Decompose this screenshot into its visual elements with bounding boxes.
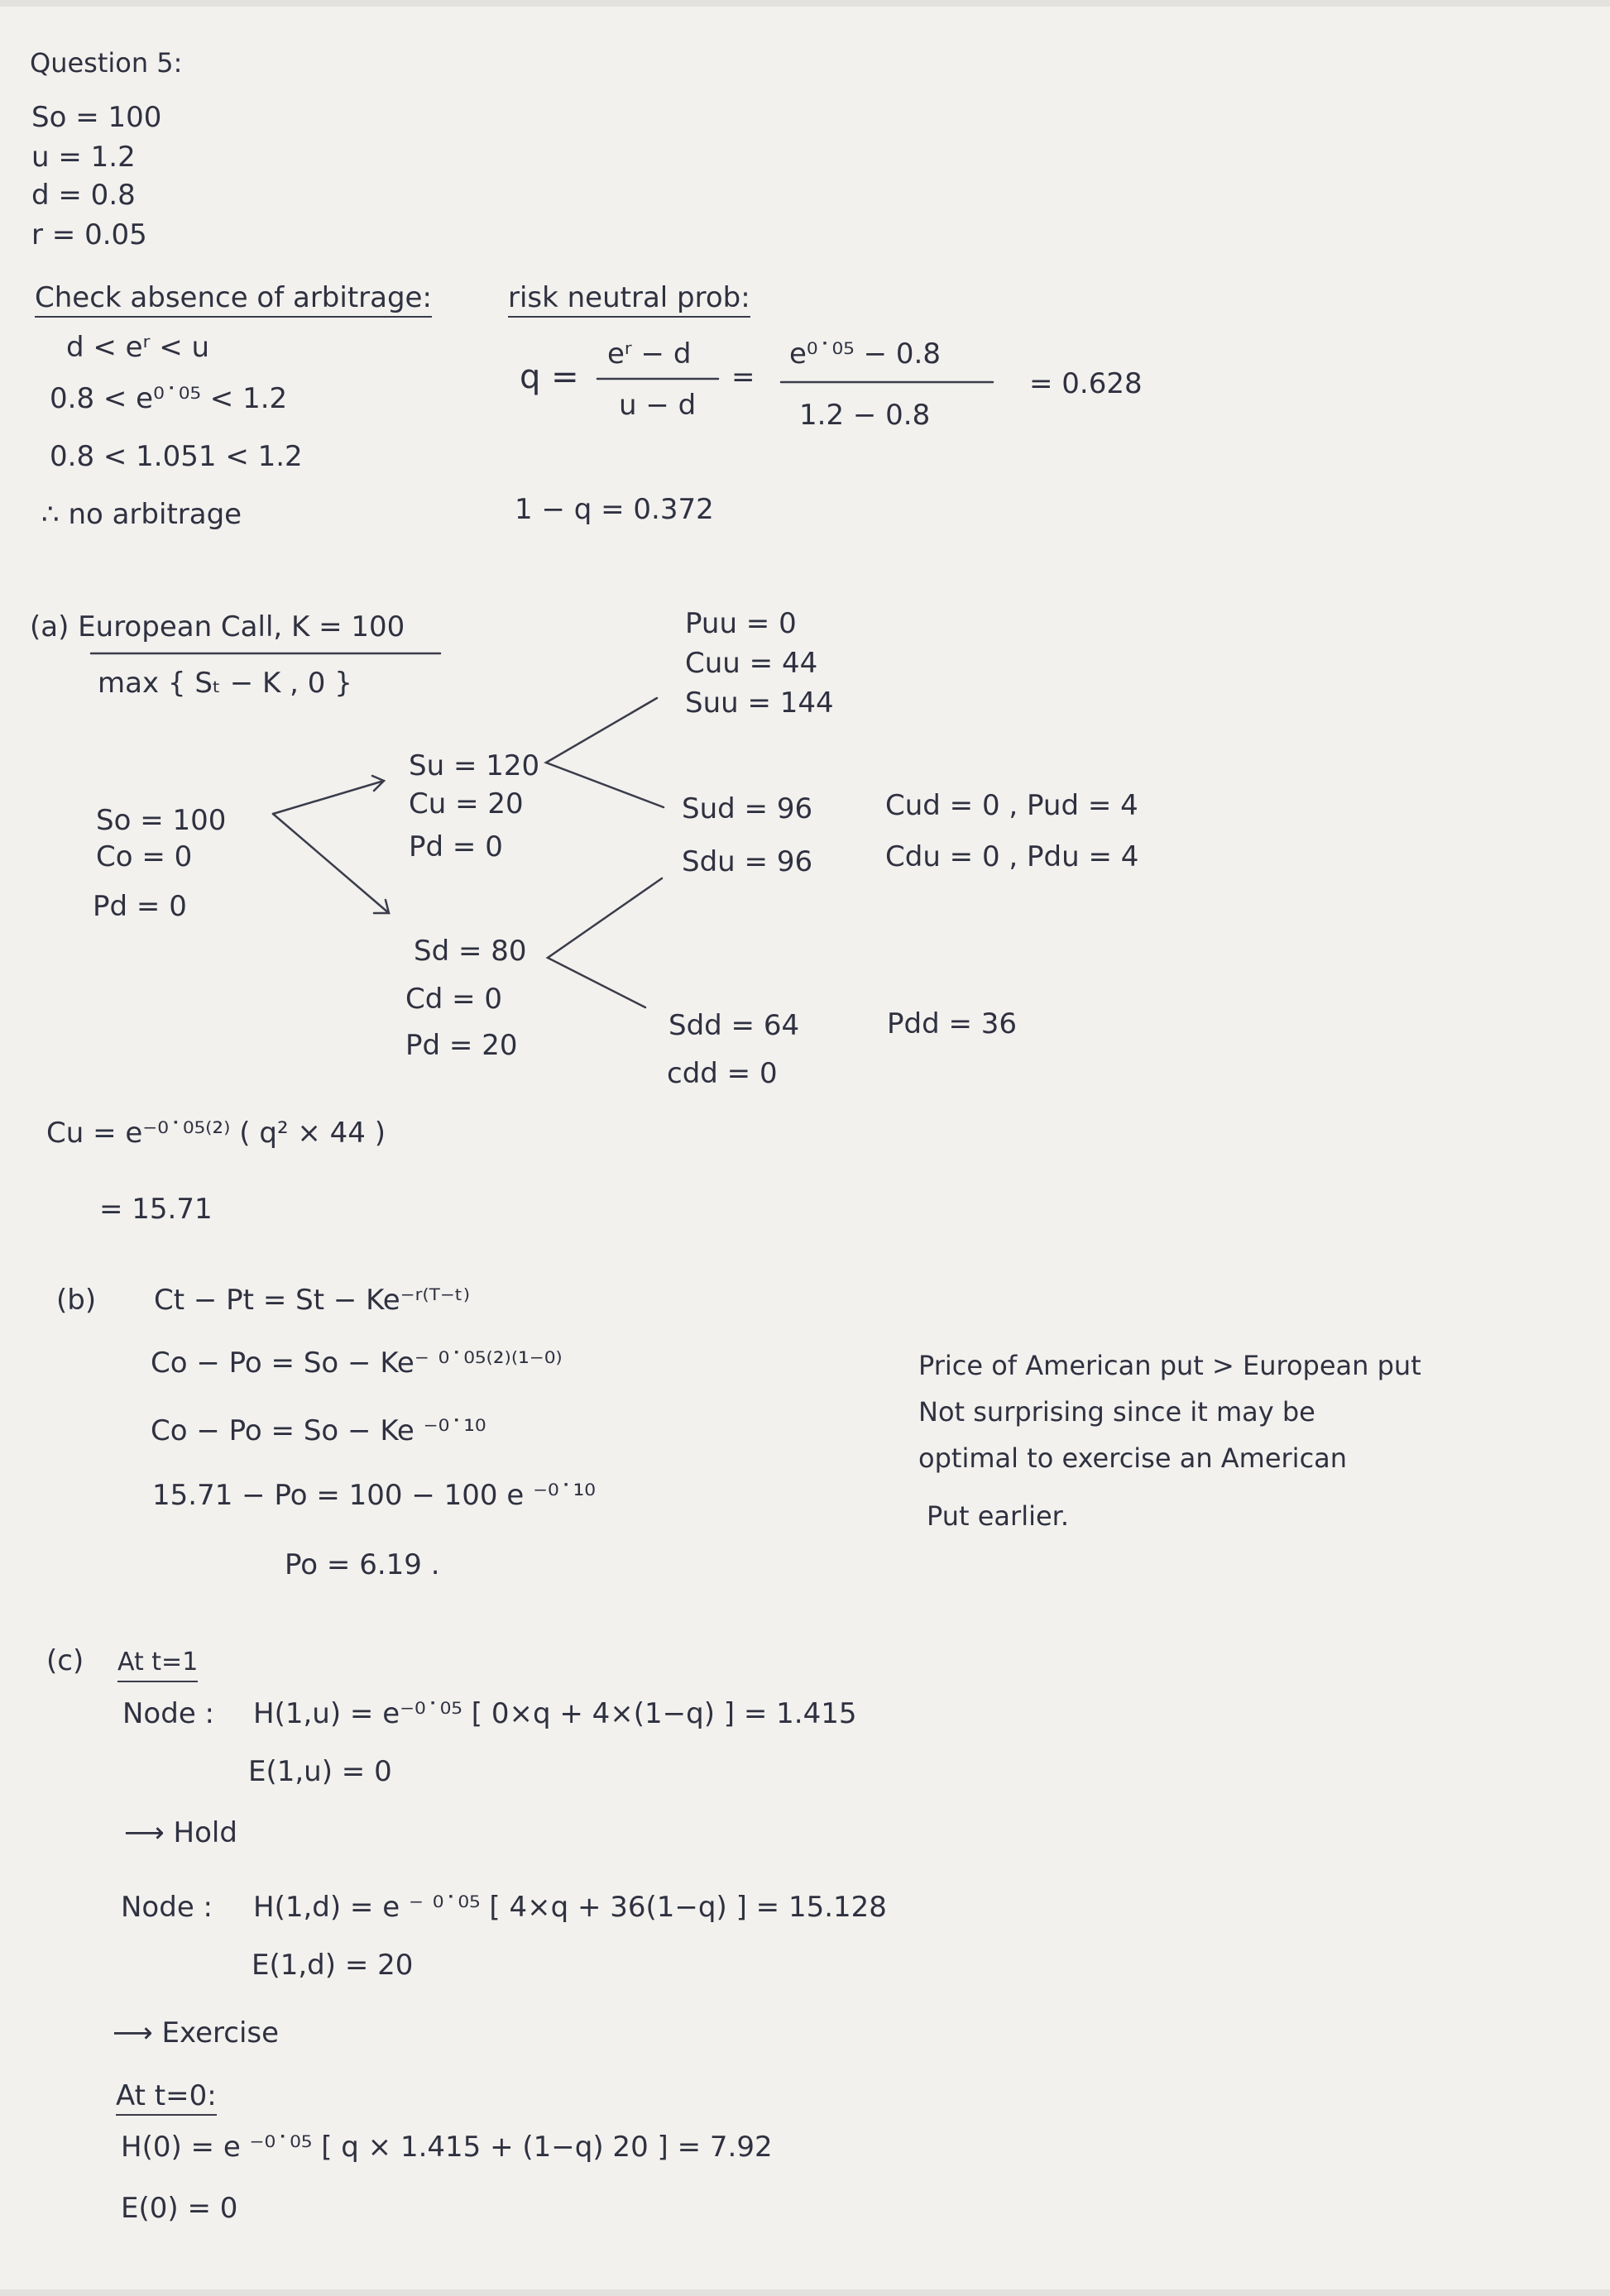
q-result: = 0.628	[1029, 367, 1143, 400]
given-r: r = 0.05	[31, 218, 147, 251]
parity-simplified: Co − Po = So − Ke ⁻⁰˙¹⁰	[151, 1414, 486, 1447]
du-stock: Sdu = 96	[682, 845, 813, 878]
arbitrage-heading: Check absence of arbitrage:	[35, 281, 432, 318]
root-exercise-value: E(0) = 0	[121, 2192, 238, 2225]
page-bottom-edge	[0, 2289, 1610, 2296]
node-1-label: Node :	[122, 1697, 214, 1730]
part-a-heading: (a) European Call, K = 100	[30, 610, 405, 643]
fraction-1-denominator: u − d	[619, 389, 697, 422]
t1-heading: At t=1	[117, 1646, 198, 1682]
put-value: Po = 6.19 .	[285, 1548, 440, 1581]
part-c-label: (c)	[46, 1644, 84, 1677]
parity-values: 15.71 − Po = 100 − 100 e ⁻⁰˙¹⁰	[152, 1479, 596, 1512]
root-call: Co = 0	[96, 840, 193, 873]
tree-branch-down-node	[548, 878, 662, 1007]
node-1-exercise-value: E(1,u) = 0	[248, 1755, 392, 1788]
given-d: d = 0.8	[31, 179, 136, 212]
down-call: Cd = 0	[405, 983, 503, 1016]
node-2-exercise-value: E(1,d) = 20	[252, 1949, 414, 1982]
root-stock: So = 100	[96, 804, 227, 837]
question-title: Question 5:	[30, 47, 183, 79]
fraction-2-denominator: 1.2 − 0.8	[799, 399, 931, 432]
node-2-label: Node :	[121, 1891, 213, 1924]
uu-call: Cuu = 44	[685, 647, 818, 680]
down-put: Pd = 20	[405, 1029, 518, 1062]
fraction-1-numerator: eʳ − d	[607, 337, 692, 371]
node-1-action: ⟶ Hold	[124, 1816, 237, 1849]
tree-arrow-up	[273, 781, 384, 814]
parity-substituted: Co − Po = So − Ke⁻ ⁰˙⁰⁵⁽²⁾⁽¹⁻⁰⁾	[151, 1347, 563, 1380]
up-stock: Su = 120	[409, 749, 540, 782]
arbitrage-line-1: d < eʳ < u	[66, 331, 210, 364]
uu-stock: Suu = 144	[685, 686, 834, 720]
root-put: Pd = 0	[93, 890, 187, 923]
note-line-3: optimal to exercise an American	[918, 1442, 1348, 1474]
ud-values: Cud = 0 , Pud = 4	[885, 789, 1138, 822]
node-2-action: ⟶ Exercise	[113, 2016, 280, 2050]
node-1-hold-value: H(1,u) = e⁻⁰˙⁰⁵ [ 0×q + 4×(1−q) ] = 1.415	[253, 1697, 857, 1730]
equals-sign: =	[731, 361, 755, 394]
arbitrage-line-3: 0.8 < 1.051 < 1.2	[50, 440, 303, 473]
one-minus-q: 1 − q = 0.372	[515, 493, 714, 526]
down-stock: Sd = 80	[414, 935, 527, 968]
du-values: Cdu = 0 , Pdu = 4	[885, 840, 1139, 873]
call-formula: Cu = e⁻⁰˙⁰⁵⁽²⁾ ( q² × 44 )	[46, 1117, 386, 1150]
uu-put: Puu = 0	[685, 607, 797, 640]
up-call: Cu = 20	[409, 787, 524, 820]
note-line-4: Put earlier.	[927, 1500, 1070, 1532]
part-b-label: (b)	[56, 1284, 97, 1317]
arbitrage-line-2: 0.8 < e⁰˙⁰⁵ < 1.2	[50, 382, 288, 415]
parity-general: Ct − Pt = St − Ke⁻ʳ⁽ᵀ⁻ᵗ⁾	[154, 1284, 471, 1317]
q-label: q =	[520, 358, 579, 396]
risk-neutral-heading: risk neutral prob:	[508, 281, 750, 318]
note-line-1: Price of American put > European put	[918, 1350, 1421, 1381]
note-line-2: Not surprising since it may be	[918, 1396, 1315, 1428]
dd-stock: Sdd = 64	[668, 1009, 800, 1042]
payoff-formula: max { Sₜ − K , 0 }	[98, 667, 352, 700]
given-s0: So = 100	[31, 101, 162, 134]
arbitrage-conclusion: ∴ no arbitrage	[41, 498, 242, 531]
dd-call: cdd = 0	[667, 1057, 778, 1090]
tree-branch-up-node	[546, 698, 664, 807]
dd-put: Pdd = 36	[887, 1007, 1018, 1040]
node-2-hold-value: H(1,d) = e ⁻ ⁰˙⁰⁵ [ 4×q + 36(1−q) ] = 15.128	[253, 1891, 887, 1924]
t0-heading: At t=0:	[116, 2079, 217, 2116]
root-hold-value: H(0) = e ⁻⁰˙⁰⁵ [ q × 1.415 + (1−q) 20 ] = 7.92	[121, 2131, 773, 2164]
given-u: u = 1.2	[31, 141, 136, 174]
call-value: = 15.71	[99, 1193, 213, 1226]
tree-arrow-down	[273, 814, 389, 913]
ud-stock: Sud = 96	[682, 792, 813, 825]
up-put: Pd = 0	[409, 830, 503, 863]
fraction-2-numerator: e⁰˙⁰⁵ − 0.8	[789, 337, 941, 371]
